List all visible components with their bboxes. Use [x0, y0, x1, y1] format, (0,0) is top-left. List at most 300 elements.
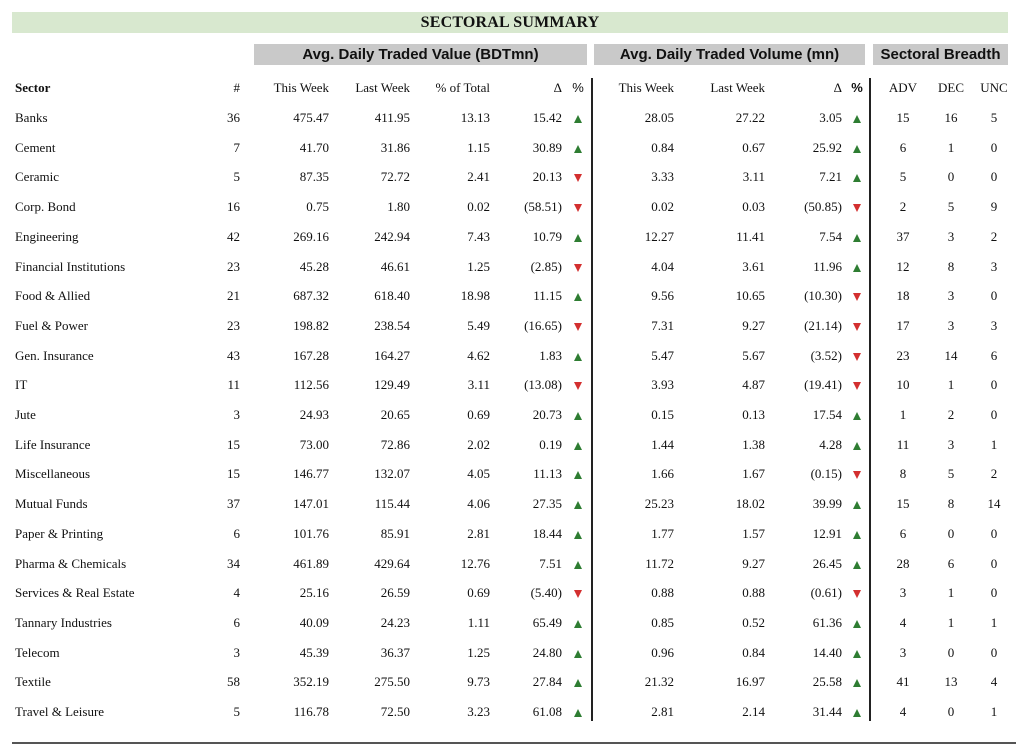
cell-value-change: (5.40) — [530, 585, 562, 601]
cell-this-week: 87.35 — [299, 169, 329, 185]
header-adv: ADV — [888, 80, 918, 95]
cell-dec: 3 — [947, 288, 955, 304]
cell-vol-last-week: 3.11 — [742, 169, 765, 185]
triangle-up-icon — [853, 561, 861, 569]
cell-this-week: 45.28 — [299, 258, 329, 274]
cell-count: 15 — [227, 466, 240, 482]
cell-vol-last-week: 16.97 — [735, 674, 765, 690]
cell-count: 58 — [227, 674, 240, 690]
cell-count: 5 — [233, 169, 240, 185]
table-row — [0, 256, 1024, 278]
cell-pct-total: 9.73 — [467, 674, 490, 690]
cell-volume-trend — [848, 285, 866, 307]
cell-dec: 3 — [947, 228, 955, 244]
cell-last-week: 129.49 — [374, 377, 410, 393]
triangle-up-icon — [574, 353, 582, 361]
cell-count: 6 — [233, 525, 240, 541]
cell-adv: 15 — [896, 496, 910, 512]
cell-adv: 3 — [899, 644, 907, 660]
cell-unc: 9 — [990, 199, 998, 215]
cell-pct-total: 5.49 — [467, 317, 490, 333]
cell-dec: 8 — [947, 258, 955, 274]
cell-value-change: 20.13 — [532, 169, 562, 185]
cell-count: 23 — [227, 258, 240, 274]
cell-sector: Banks — [15, 110, 48, 125]
triangle-down-icon — [853, 382, 861, 390]
cell-value-change: 30.89 — [532, 139, 562, 155]
cell-sector: Food & Allied — [15, 288, 91, 304]
cell-unc: 0 — [990, 407, 998, 422]
cell-volume-change: 25.92 — [812, 139, 842, 155]
cell-sector: Mutual Funds — [15, 496, 88, 512]
cell-volume-trend — [848, 463, 866, 485]
cell-value-change: 18.44 — [532, 525, 562, 541]
cell-sector: IT — [15, 377, 28, 393]
header-vol-pct: % — [851, 80, 863, 95]
cell-count: 36 — [227, 110, 240, 125]
group-header-volume: Avg. Daily Traded Volume (mn) — [594, 44, 865, 65]
cell-vol-last-week: 11.41 — [736, 228, 765, 244]
triangle-down-icon — [853, 353, 861, 361]
cell-vol-this-week: 3.33 — [651, 169, 674, 185]
cell-adv: 6 — [899, 139, 907, 155]
group-header-value: Avg. Daily Traded Value (BDTmn) — [254, 44, 587, 65]
cell-pct-total: 0.69 — [467, 585, 490, 601]
cell-vol-this-week: 5.47 — [651, 347, 674, 363]
cell-adv: 4 — [899, 614, 907, 630]
cell-count: 23 — [227, 317, 240, 333]
cell-value-trend — [569, 553, 587, 575]
cell-value-trend — [569, 315, 587, 337]
cell-unc: 0 — [990, 644, 998, 660]
cell-this-week: 41.70 — [299, 139, 329, 155]
cell-value-change: 24.80 — [532, 644, 562, 660]
cell-unc: 2 — [990, 228, 998, 244]
cell-dec: 16 — [944, 110, 958, 125]
cell-adv: 2 — [899, 199, 907, 215]
cell-pct-total: 0.69 — [467, 407, 490, 422]
table-header-row — [0, 77, 1024, 99]
cell-vol-last-week: 5.67 — [742, 347, 765, 363]
cell-unc: 5 — [990, 110, 998, 125]
cell-volume-trend — [848, 137, 866, 159]
cell-last-week: 618.40 — [374, 288, 410, 304]
table-row — [0, 523, 1024, 545]
cell-adv: 17 — [896, 317, 910, 333]
cell-pct-total: 0.02 — [467, 199, 490, 215]
cell-dec: 14 — [944, 347, 958, 363]
cell-this-week: 112.56 — [293, 377, 329, 393]
triangle-down-icon — [574, 204, 582, 212]
cell-sector: Life Insurance — [15, 436, 91, 452]
triangle-down-icon — [574, 382, 582, 390]
cell-value-change: 20.73 — [532, 407, 562, 422]
cell-vol-last-week: 0.13 — [742, 407, 765, 422]
cell-adv: 37 — [896, 228, 910, 244]
cell-count: 11 — [227, 377, 240, 393]
cell-unc: 4 — [990, 674, 998, 690]
cell-volume-change: 7.21 — [819, 169, 842, 185]
report-title: SECTORAL SUMMARY — [12, 12, 1008, 33]
cell-last-week: 24.23 — [380, 614, 410, 630]
cell-value-change: 15.42 — [532, 110, 562, 125]
cell-value-trend — [569, 701, 587, 723]
cell-unc: 14 — [987, 496, 1001, 512]
cell-dec: 1 — [947, 377, 955, 393]
cell-dec: 1 — [947, 139, 955, 155]
table-row — [0, 463, 1024, 485]
triangle-down-icon — [574, 174, 582, 182]
table-row — [0, 642, 1024, 664]
cell-value-change: 7.51 — [539, 555, 562, 571]
triangle-up-icon — [574, 650, 582, 658]
cell-unc: 0 — [990, 377, 998, 393]
triangle-up-icon — [853, 620, 861, 628]
header-vol-delta: Δ — [833, 80, 842, 95]
cell-pct-total: 4.62 — [467, 347, 490, 363]
table-row — [0, 226, 1024, 248]
cell-volume-change: (50.85) — [804, 199, 842, 215]
cell-vol-this-week: 3.93 — [651, 377, 674, 393]
cell-vol-this-week: 1.44 — [651, 436, 674, 452]
triangle-up-icon — [853, 412, 861, 420]
cell-this-week: 101.76 — [293, 525, 329, 541]
cell-vol-last-week: 0.67 — [742, 139, 765, 155]
header-last-week: Last Week — [355, 80, 410, 95]
cell-unc: 0 — [990, 585, 998, 601]
cell-value-trend — [569, 374, 587, 396]
header-unc: UNC — [980, 80, 1008, 95]
cell-value-change: 1.83 — [539, 347, 562, 363]
cell-pct-total: 3.11 — [467, 377, 490, 393]
cell-vol-this-week: 7.31 — [651, 317, 674, 333]
cell-sector: Tannary Industries — [15, 614, 112, 630]
cell-unc: 1 — [990, 614, 998, 630]
cell-sector: Pharma & Chemicals — [15, 555, 127, 571]
cell-last-week: 132.07 — [374, 466, 410, 482]
cell-volume-trend — [848, 315, 866, 337]
cell-adv: 28 — [896, 555, 910, 571]
cell-last-week: 242.94 — [374, 228, 410, 244]
cell-unc: 1 — [990, 436, 998, 452]
cell-volume-change: 12.91 — [812, 525, 842, 541]
table-row — [0, 315, 1024, 337]
cell-volume-change: 3.05 — [819, 110, 842, 125]
triangle-up-icon — [574, 620, 582, 628]
cell-unc: 6 — [990, 347, 998, 363]
cell-sector: Jute — [15, 407, 36, 422]
triangle-down-icon — [853, 293, 861, 301]
cell-vol-this-week: 21.32 — [644, 674, 674, 690]
cell-adv: 3 — [899, 585, 907, 601]
cell-pct-total: 12.76 — [460, 555, 490, 571]
table-row — [0, 285, 1024, 307]
cell-vol-this-week: 25.23 — [644, 496, 674, 512]
cell-sector: Telecom — [15, 644, 60, 660]
header-delta: Δ — [553, 80, 562, 95]
cell-volume-trend — [848, 256, 866, 278]
cell-sector: Miscellaneous — [15, 466, 91, 482]
cell-adv: 11 — [896, 436, 910, 452]
cell-pct-total: 18.98 — [460, 288, 490, 304]
cell-value-change: 10.79 — [532, 228, 562, 244]
cell-this-week: 0.75 — [306, 199, 329, 215]
cell-adv: 8 — [899, 466, 907, 482]
cell-volume-trend — [848, 701, 866, 723]
cell-pct-total: 4.06 — [467, 496, 490, 512]
cell-sector: Paper & Printing — [15, 525, 104, 541]
cell-count: 15 — [227, 436, 240, 452]
cell-volume-trend — [848, 196, 866, 218]
cell-last-week: 429.64 — [374, 555, 410, 571]
cell-volume-trend — [848, 493, 866, 515]
cell-vol-last-week: 3.61 — [742, 258, 765, 274]
cell-dec: 1 — [947, 614, 955, 630]
header-pct: % — [572, 80, 584, 95]
cell-unc: 1 — [990, 704, 998, 719]
table-row — [0, 671, 1024, 693]
cell-value-trend — [569, 226, 587, 248]
cell-volume-change: (0.15) — [810, 466, 842, 482]
header-sector: Sector — [15, 80, 51, 95]
cell-count: 3 — [233, 407, 240, 422]
cell-volume-change: (0.61) — [810, 585, 842, 601]
triangle-up-icon — [574, 442, 582, 450]
cell-last-week: 36.37 — [380, 644, 410, 660]
cell-unc: 0 — [990, 525, 998, 541]
cell-volume-trend — [848, 523, 866, 545]
cell-last-week: 164.27 — [374, 347, 410, 363]
cell-vol-this-week: 0.84 — [651, 139, 674, 155]
cell-last-week: 20.65 — [380, 407, 410, 422]
cell-count: 4 — [233, 585, 240, 601]
cell-volume-trend — [848, 553, 866, 575]
cell-sector: Corp. Bond — [15, 199, 76, 215]
cell-pct-total: 1.15 — [467, 139, 490, 155]
cell-this-week: 269.16 — [293, 228, 329, 244]
cell-value-trend — [569, 523, 587, 545]
cell-vol-last-week: 1.67 — [742, 466, 765, 482]
cell-vol-last-week: 0.52 — [742, 614, 765, 630]
cell-volume-trend — [848, 374, 866, 396]
cell-volume-change: 31.44 — [812, 704, 842, 719]
cell-pct-total: 13.13 — [460, 110, 490, 125]
cell-dec: 1 — [947, 585, 955, 601]
cell-pct-total: 1.25 — [467, 644, 490, 660]
cell-value-change: (16.65) — [524, 317, 562, 333]
cell-value-change: 65.49 — [532, 614, 562, 630]
cell-pct-total: 2.02 — [467, 436, 490, 452]
cell-volume-change: (21.14) — [804, 317, 842, 333]
cell-vol-last-week: 2.14 — [742, 704, 765, 719]
triangle-up-icon — [853, 650, 861, 658]
header-dec: DEC — [938, 80, 964, 95]
cell-volume-trend — [848, 226, 866, 248]
cell-count: 7 — [233, 139, 240, 155]
header-count: # — [233, 80, 240, 95]
cell-count: 37 — [227, 496, 240, 512]
cell-last-week: 72.86 — [380, 436, 410, 452]
cell-pct-total: 1.11 — [467, 614, 490, 630]
cell-vol-this-week: 1.66 — [651, 466, 674, 482]
cell-vol-this-week: 11.72 — [645, 555, 674, 571]
cell-pct-total: 1.25 — [467, 258, 490, 274]
triangle-up-icon — [574, 561, 582, 569]
cell-dec: 3 — [947, 317, 955, 333]
cell-count: 16 — [227, 199, 240, 215]
triangle-up-icon — [574, 531, 582, 539]
cell-value-change: (13.08) — [524, 377, 562, 393]
cell-value-change: 27.84 — [532, 674, 562, 690]
cell-value-change: 27.35 — [532, 496, 562, 512]
triangle-up-icon — [853, 531, 861, 539]
cell-vol-last-week: 0.84 — [742, 644, 765, 660]
table-row — [0, 612, 1024, 634]
cell-last-week: 238.54 — [374, 317, 410, 333]
triangle-up-icon — [853, 264, 861, 272]
cell-vol-this-week: 1.77 — [651, 525, 674, 541]
triangle-up-icon — [574, 709, 582, 717]
cell-this-week: 45.39 — [299, 644, 329, 660]
cell-last-week: 31.86 — [380, 139, 410, 155]
cell-value-trend — [569, 463, 587, 485]
cell-value-trend — [569, 285, 587, 307]
cell-value-trend — [569, 434, 587, 456]
table-row — [0, 701, 1024, 723]
cell-vol-last-week: 27.22 — [735, 110, 765, 125]
cell-dec: 0 — [947, 525, 955, 541]
triangle-up-icon — [574, 679, 582, 687]
cell-value-trend — [569, 642, 587, 664]
cell-volume-trend — [848, 582, 866, 604]
cell-count: 3 — [233, 644, 240, 660]
cell-dec: 3 — [947, 436, 955, 452]
table-row — [0, 137, 1024, 159]
cell-vol-this-week: 0.85 — [651, 614, 674, 630]
cell-adv: 12 — [896, 258, 910, 274]
cell-volume-change: 17.54 — [812, 407, 842, 422]
table-row — [0, 374, 1024, 396]
triangle-up-icon — [853, 679, 861, 687]
cell-this-week: 352.19 — [293, 674, 329, 690]
cell-volume-change: 7.54 — [819, 228, 842, 244]
cell-volume-change: 11.96 — [813, 258, 842, 274]
triangle-up-icon — [574, 293, 582, 301]
cell-volume-trend — [848, 345, 866, 367]
cell-volume-trend — [848, 434, 866, 456]
cell-count: 42 — [227, 228, 240, 244]
cell-vol-this-week: 4.04 — [651, 258, 674, 274]
cell-this-week: 475.47 — [293, 110, 329, 125]
cell-unc: 0 — [990, 139, 998, 155]
table-row — [0, 434, 1024, 456]
cell-adv: 41 — [896, 674, 910, 690]
cell-vol-this-week: 0.88 — [651, 585, 674, 601]
cell-value-trend — [569, 196, 587, 218]
header-this-week: This Week — [273, 80, 329, 95]
cell-volume-change: 4.28 — [819, 436, 842, 452]
cell-volume-trend — [848, 671, 866, 693]
cell-dec: 5 — [947, 466, 955, 482]
cell-value-trend — [569, 107, 587, 129]
cell-vol-this-week: 2.81 — [651, 704, 674, 719]
cell-volume-trend — [848, 642, 866, 664]
cell-value-change: 11.15 — [533, 288, 562, 304]
cell-sector: Cement — [15, 139, 56, 155]
cell-this-week: 147.01 — [293, 496, 329, 512]
cell-this-week: 40.09 — [299, 614, 329, 630]
cell-value-change: (58.51) — [524, 199, 562, 215]
cell-volume-change: 61.36 — [812, 614, 842, 630]
triangle-up-icon — [853, 234, 861, 242]
triangle-down-icon — [853, 323, 861, 331]
triangle-down-icon — [574, 323, 582, 331]
cell-unc: 0 — [990, 555, 998, 571]
cell-adv: 18 — [896, 288, 910, 304]
cell-volume-trend — [848, 166, 866, 188]
cell-this-week: 167.28 — [293, 347, 329, 363]
cell-value-change: (2.85) — [530, 258, 562, 274]
cell-vol-this-week: 12.27 — [644, 228, 674, 244]
cell-sector: Fuel & Power — [15, 317, 88, 333]
cell-sector: Ceramic — [15, 169, 60, 185]
cell-adv: 23 — [896, 347, 910, 363]
triangle-up-icon — [853, 442, 861, 450]
cell-adv: 10 — [896, 377, 910, 393]
cell-volume-change: 25.58 — [812, 674, 842, 690]
cell-adv: 4 — [899, 704, 907, 719]
cell-unc: 0 — [990, 288, 998, 304]
cell-sector: Textile — [15, 674, 51, 690]
cell-unc: 3 — [990, 317, 998, 333]
cell-this-week: 116.78 — [293, 704, 329, 719]
cell-vol-this-week: 0.02 — [651, 199, 674, 215]
cell-value-trend — [569, 493, 587, 515]
cell-dec: 0 — [947, 169, 955, 185]
table-row — [0, 493, 1024, 515]
cell-value-change: 61.08 — [532, 704, 562, 719]
cell-this-week: 25.16 — [299, 585, 329, 601]
cell-sector: Gen. Insurance — [15, 347, 94, 363]
cell-this-week: 146.77 — [293, 466, 329, 482]
table-row — [0, 196, 1024, 218]
cell-sector: Engineering — [15, 228, 79, 244]
cell-pct-total: 3.23 — [467, 704, 490, 719]
cell-volume-change: (3.52) — [810, 347, 842, 363]
cell-vol-last-week: 10.65 — [735, 288, 765, 304]
cell-last-week: 411.95 — [374, 110, 410, 125]
table-row — [0, 166, 1024, 188]
cell-value-trend — [569, 166, 587, 188]
triangle-up-icon — [853, 501, 861, 509]
cell-vol-this-week: 0.15 — [651, 407, 674, 422]
cell-value-trend — [569, 404, 587, 426]
header-vol-this-week: This Week — [618, 80, 674, 95]
cell-adv: 1 — [899, 407, 907, 422]
cell-count: 43 — [227, 347, 240, 363]
cell-volume-trend — [848, 107, 866, 129]
cell-value-trend — [569, 612, 587, 634]
cell-vol-this-week: 0.96 — [651, 644, 674, 660]
cell-dec: 5 — [947, 199, 955, 215]
group-header-breadth: Sectoral Breadth — [873, 44, 1008, 65]
triangle-up-icon — [574, 234, 582, 242]
cell-last-week: 26.59 — [380, 585, 410, 601]
cell-value-trend — [569, 256, 587, 278]
cell-count: 6 — [233, 614, 240, 630]
cell-value-trend — [569, 671, 587, 693]
cell-sector: Services & Real Estate — [15, 585, 135, 601]
